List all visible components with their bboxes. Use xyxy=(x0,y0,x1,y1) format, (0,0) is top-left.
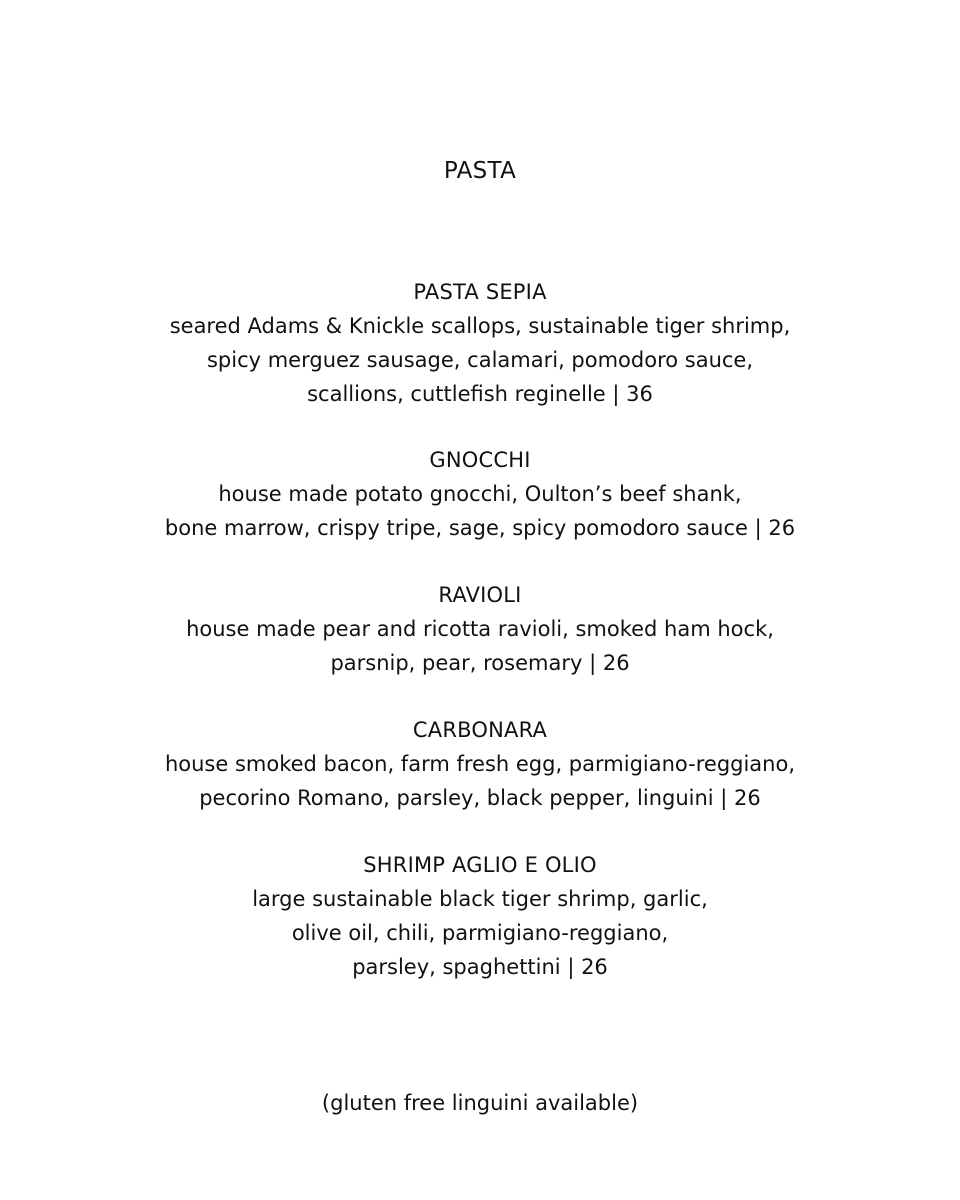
item-name: CARBONARA xyxy=(412,718,548,742)
item-name: GNOCCHI xyxy=(429,448,531,472)
item-description-line: parsnip, pear, rosemary | 26 xyxy=(330,651,630,675)
item-description-line: house smoked bacon, farm fresh egg, parmigiano-reggiano, xyxy=(164,752,796,776)
item-name: PASTA SEPIA xyxy=(413,280,547,304)
item-name: RAVIOLI xyxy=(438,583,522,607)
item-description-line: house made pear and ricotta ravioli, smoked ham hock, xyxy=(186,617,774,641)
item-description-line: spicy merguez sausage, calamari, pomodoro sauce, xyxy=(206,348,754,372)
menu-item-shrimp-aglio-e-olio xyxy=(0,848,960,984)
menu-item-ravioli xyxy=(0,578,960,680)
item-description-line: parsley, spaghettini | 26 xyxy=(352,955,608,979)
item-description-line: large sustainable black tiger shrimp, garlic, xyxy=(252,887,708,911)
item-description-line: scallions, cuttlefish reginelle | 36 xyxy=(307,382,653,406)
item-description-line: seared Adams & Knickle scallops, sustainable tiger shrimp, xyxy=(169,314,791,338)
menu-item-pasta-sepia xyxy=(0,275,960,411)
item-description-line: bone marrow, crispy tripe, sage, spicy pomodoro sauce | 26 xyxy=(164,516,796,540)
item-description-line: house made potato gnocchi, Oulton’s beef shank, xyxy=(218,482,742,506)
section-title: PASTA xyxy=(443,158,517,184)
menu-item-carbonara xyxy=(0,713,960,815)
item-name: SHRIMP AGLIO E OLIO xyxy=(363,853,597,877)
item-description-line: pecorino Romano, parsley, black pepper, linguini | 26 xyxy=(199,786,761,810)
gluten-free-note: (gluten free linguini available) xyxy=(321,1091,639,1115)
item-description-line: olive oil, chili, parmigiano-reggiano, xyxy=(291,921,669,945)
menu-item-gnocchi xyxy=(0,443,960,545)
